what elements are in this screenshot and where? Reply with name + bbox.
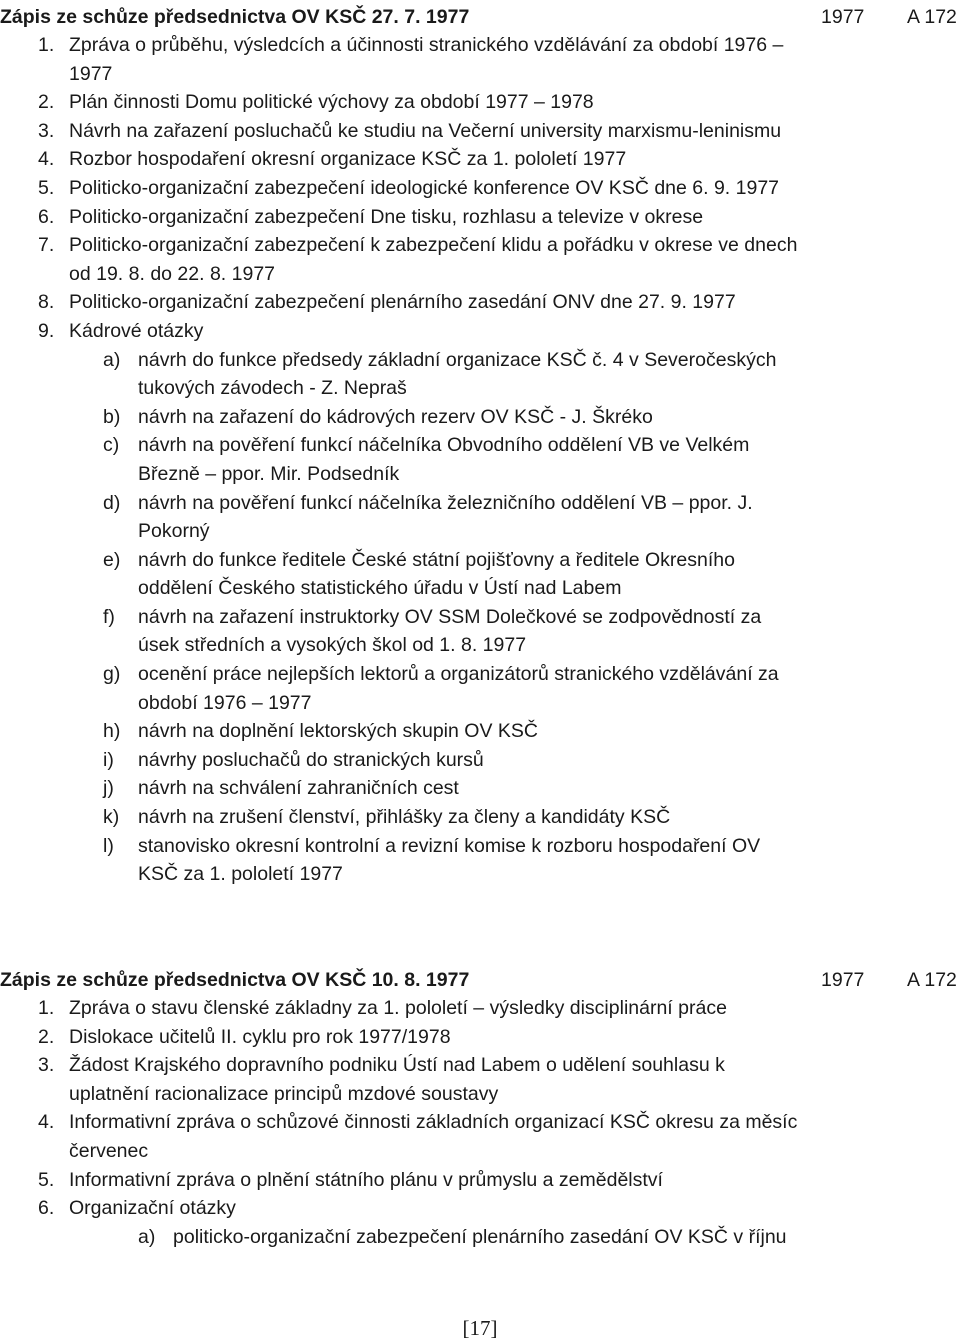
agenda-item: 7. Politicko-organizační zabezpečení k zabezpečení klidu a pořádku v okrese ve dnech od 19. 8. do 22. 8. 1977 — [38, 234, 798, 285]
agenda-item: 2. Plán činnosti Domu politické výchovy za období 1977 – 1978 — [38, 91, 594, 114]
agenda-subitem: b) návrh na zařazení do kádrových rezerv OV KSČ - J. Škréko — [103, 405, 653, 428]
agenda-subitem: h) návrh na doplnění lektorských skupin OV KSČ — [103, 720, 538, 743]
record-header — [0, 3, 960, 31]
agenda-subitem: a) politicko-organizační zabezpečení plenárního zasedání OV KSČ v říjnu — [138, 1225, 787, 1248]
record-year: 1977 — [821, 6, 865, 28]
agenda-item: 4. Rozbor hospodaření okresní organizace KSČ za 1. pololetí 1977 — [38, 148, 627, 171]
agenda-subitem: g) ocenění práce nejlepších lektorů a organizátorů stranického vzdělávání za období 1976 – 1977 — [103, 663, 779, 714]
agenda-item: 4. Informativní zpráva o schůzové činnosti základních organizací KSČ okresu za měsíc červenec — [38, 1111, 798, 1162]
agenda-subitem: a) návrh do funkce předsedy základní organizace KSČ č. 4 v Severočeských tukových závodech - Z. Nepraš — [103, 348, 777, 400]
agenda-item: 1. Zpráva o stavu členské základny za 1. pololetí – výsledky disciplinární práce — [38, 997, 727, 1019]
agenda-item: 3. Návrh na zařazení posluchačů ke studiu na Večerní university marxismu-leninismu — [38, 119, 782, 142]
record-code: A 172 — [907, 969, 957, 991]
agenda-subitem: k) návrh na zrušení členství, přihlášky za členy a kandidáty KSČ — [103, 806, 671, 829]
page-number: [17] — [462, 1316, 498, 1340]
agenda-item: 8. Politicko-organizační zabezpečení plenárního zasedání ONV dne 27. 9. 1977 — [38, 291, 736, 314]
agenda-subitem: c) návrh na pověření funkcí náčelníka Obvodního oddělení VB ve Velkém Březně – ppor. Mir. Podsedník — [103, 434, 750, 485]
agenda-item: 2. Dislokace učitelů II. cyklu pro rok 1977/1978 — [38, 1025, 451, 1048]
meeting-record-1 — [0, 3, 960, 889]
meeting-record-2 — [0, 966, 960, 1251]
agenda-item: 5. Informativní zpráva o plnění státního plánu v průmyslu a zemědělství — [38, 1168, 663, 1191]
record-header — [0, 966, 960, 994]
agenda-subitem: d) návrh na pověření funkcí náčelníka železničního oddělení VB – ppor. J. Pokorný — [103, 491, 753, 543]
record-code: A 172 — [907, 6, 957, 28]
agenda-item: 6. Politicko-organizační zabezpečení Dne tisku, rozhlasu a televize v okrese — [38, 205, 704, 228]
agenda-item: 9. Kádrové otázky — [38, 319, 204, 342]
agenda-item: 6. Organizační otázky — [38, 1197, 236, 1220]
agenda-item: 5. Politicko-organizační zabezpečení ideologické konference OV KSČ dne 6. 9. 1977 — [38, 176, 780, 199]
agenda-subitem: f) návrh na zařazení instruktorky OV SSM Dolečkové se zodpovědností za úsek středních a vysokých škol od 1. 8. 1977 — [103, 605, 762, 657]
agenda-item: 1. Zpráva o průběhu, výsledcích a účinnosti stranického vzdělávání za období 1976 – 1977 — [38, 34, 784, 85]
record-title: Zápis ze schůze předsednictva OV KSČ 10. 8. 1977 — [0, 969, 470, 991]
agenda-subitem: e) návrh do funkce ředitele České státní pojišťovny a ředitele Okresního oddělení Českého statistického úřadu v Ústí nad Labem — [103, 548, 735, 600]
record-title: Zápis ze schůze předsednictva OV KSČ 27. 7. 1977 — [0, 6, 470, 28]
record-year: 1977 — [821, 969, 865, 991]
agenda-subitem: i) návrhy posluchačů do stranických kursů — [103, 748, 484, 771]
agenda-item: 3. Žádost Krajského dopravního podniku Ústí nad Labem o udělení souhlasu k uplatnění racionalizace principů mzdové soustavy — [38, 1054, 725, 1105]
agenda-subitem: l) stanovisko okresní kontrolní a revizní komise k rozboru hospodaření OV KSČ za 1. pololetí 1977 — [103, 834, 761, 886]
agenda-subitem: j) návrh na schválení zahraničních cest — [103, 777, 459, 800]
